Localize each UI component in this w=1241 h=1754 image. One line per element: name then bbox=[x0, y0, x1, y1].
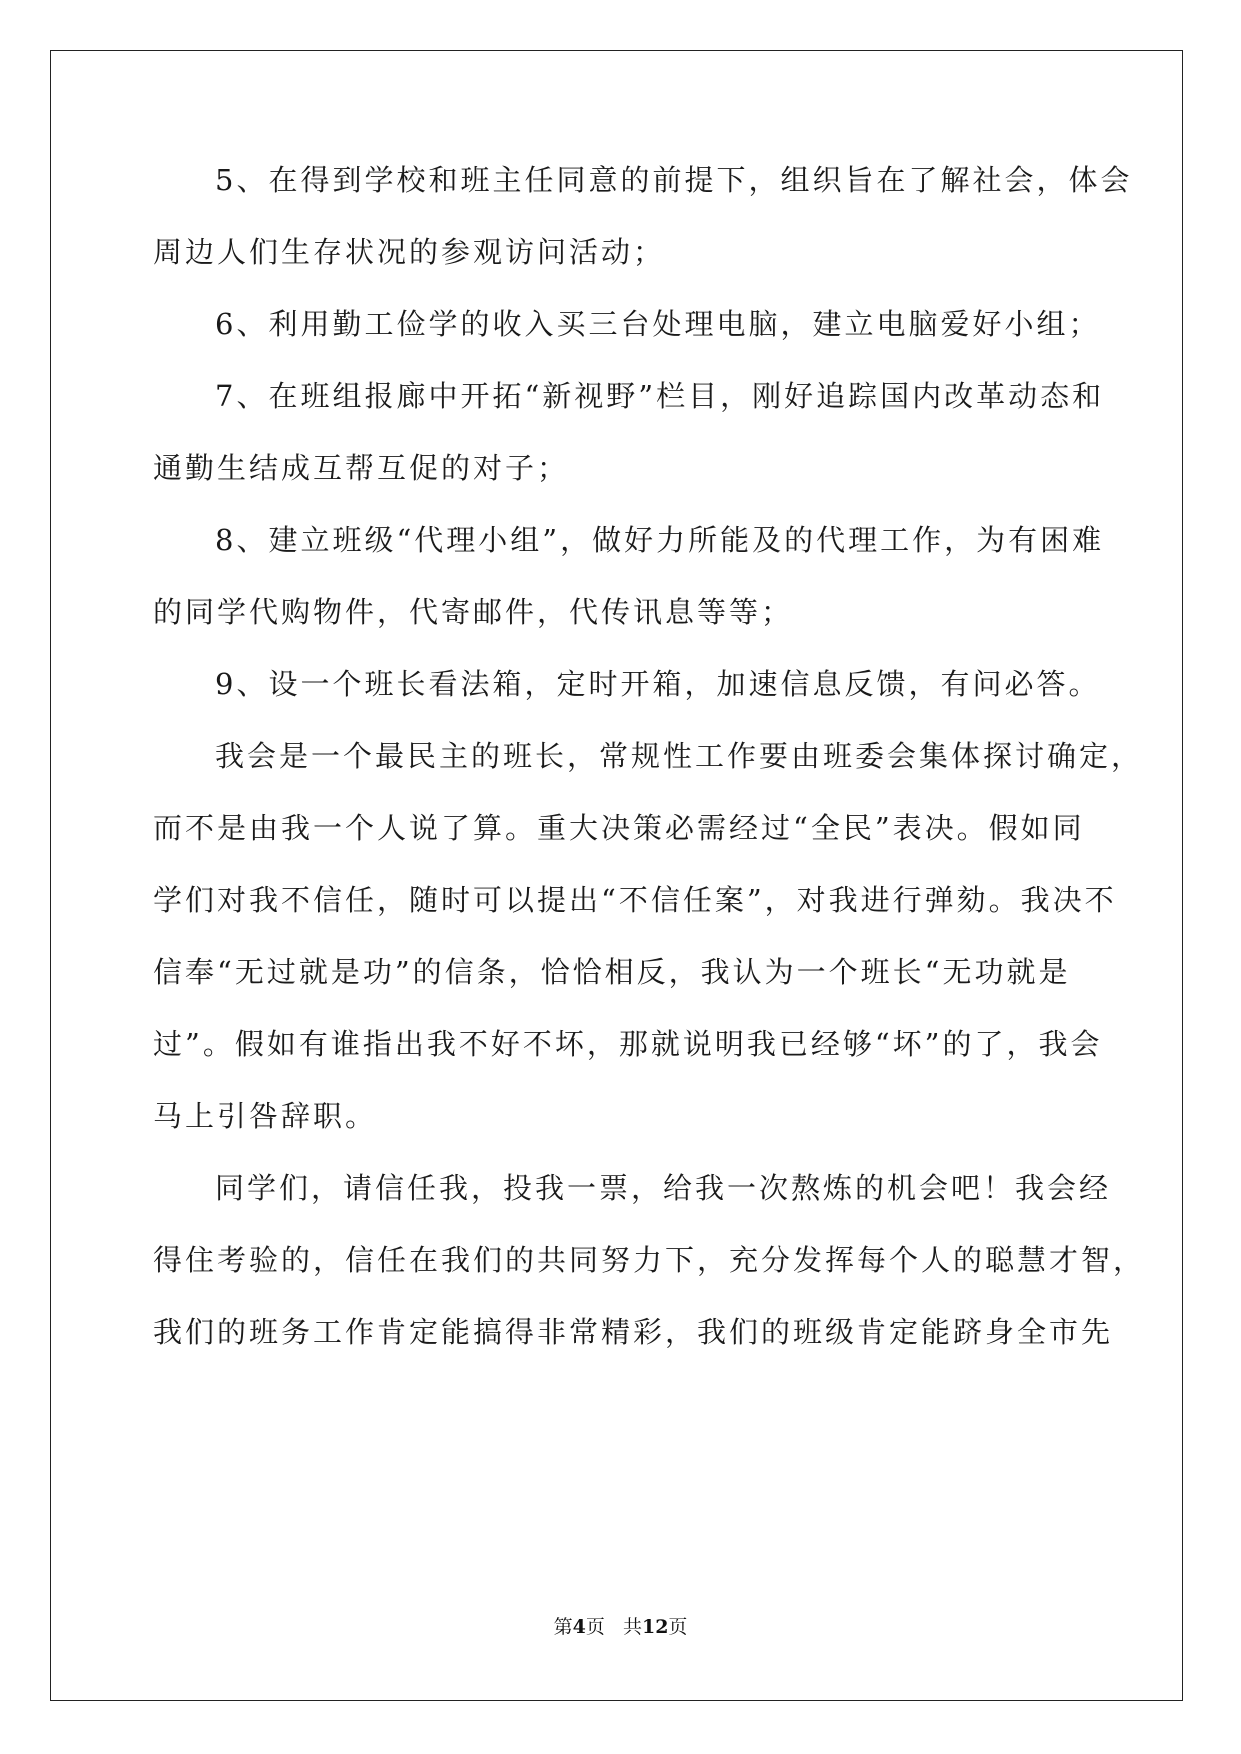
paragraph-line: 而不是由我一个人说了算。重大决策必需经过“全民”表决。假如同 bbox=[153, 811, 1085, 845]
paragraph-line: 的同学代购物件，代寄邮件，代传讯息等等； bbox=[153, 595, 794, 629]
paragraph-line: 同学们，请信任我，投我一票，给我一次熬炼的机会吧！我会经 bbox=[215, 1171, 1112, 1205]
page-prefix: 第 bbox=[553, 1616, 573, 1638]
paragraph-line: 我们的班务工作肯定能搞得非常精彩，我们的班级肯定能跻身全市先 bbox=[153, 1315, 1114, 1349]
paragraph-line: 马上引咎辞职。 bbox=[153, 1099, 378, 1133]
paragraph-line: 5、在得到学校和班主任同意的前提下，组织旨在了解社会，体会 bbox=[215, 163, 1133, 197]
page-suffix: 页 bbox=[585, 1616, 605, 1638]
paragraph-line: 8、建立班级“代理小组”，做好力所能及的代理工作，为有困难 bbox=[215, 523, 1105, 557]
paragraph-line: 9、设一个班长看法箱，定时开箱，加速信息反馈，有问必答。 bbox=[215, 667, 1101, 701]
total-suffix: 页 bbox=[668, 1616, 688, 1638]
paragraph-line: 周边人们生存状况的参观访问活动； bbox=[153, 235, 666, 269]
total-prefix: 共 bbox=[622, 1616, 642, 1638]
page-footer bbox=[0, 1612, 1241, 1639]
page-current: 4 bbox=[572, 1616, 586, 1638]
paragraph-line: 6、利用勤工俭学的收入买三台处理电脑，建立电脑爱好小组； bbox=[215, 307, 1101, 341]
page-total: 12 bbox=[641, 1616, 669, 1638]
page-border bbox=[50, 50, 1183, 1701]
paragraph-line: 我会是一个最民主的班长，常规性工作要由班委会集体探讨确定， bbox=[215, 739, 1144, 773]
paragraph-line: 过”。假如有谁指出我不好不坏，那就说明我已经够“坏”的了，我会 bbox=[153, 1027, 1103, 1061]
paragraph-line: 得住考验的，信任在我们的共同努力下，充分发挥每个人的聪慧才智， bbox=[153, 1243, 1146, 1277]
paragraph-line: 学们对我不信任，随时可以提出“不信任案”，对我进行弹劾。我决不 bbox=[153, 883, 1117, 917]
paragraph-line: 信奉“无过就是功”的信条，恰恰相反，我认为一个班长“无功就是 bbox=[153, 955, 1071, 989]
paragraph-line: 通勤生结成互帮互促的对子； bbox=[153, 451, 570, 485]
paragraph-line: 7、在班组报廊中开拓“新视野”栏目，刚好追踪国内改革动态和 bbox=[215, 379, 1105, 413]
